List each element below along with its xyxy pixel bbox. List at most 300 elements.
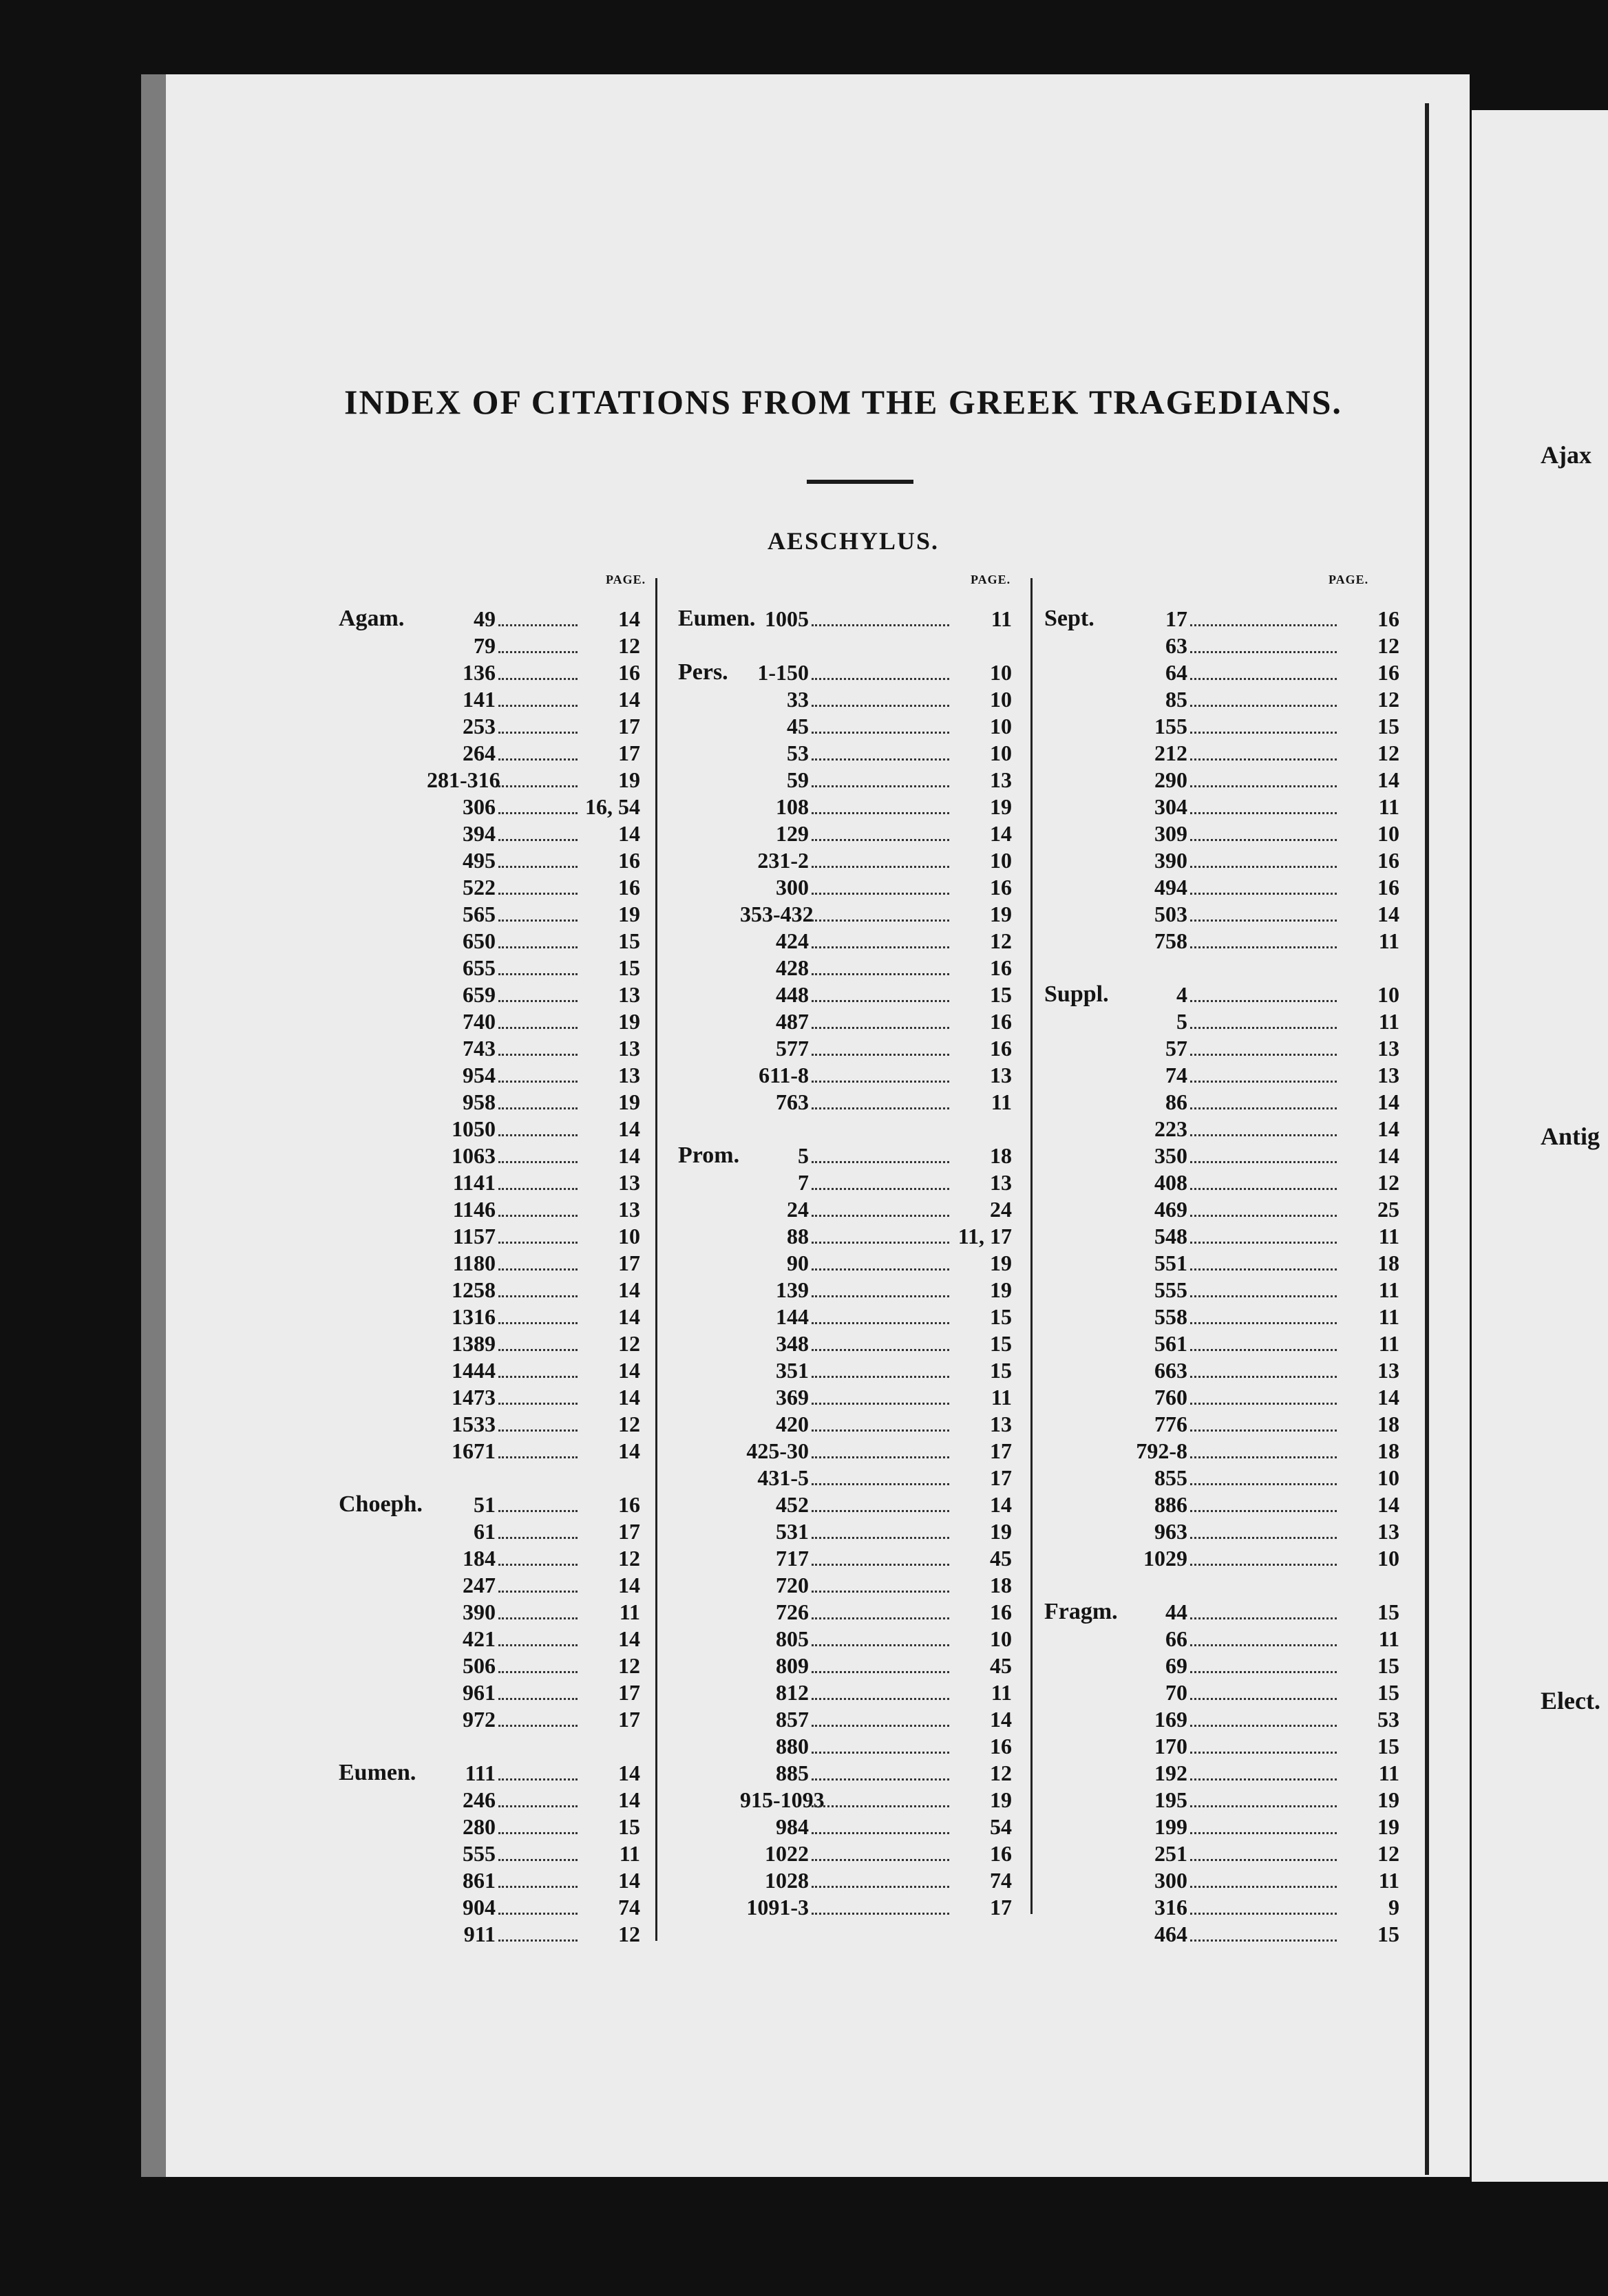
page-number: 15 xyxy=(990,1331,1012,1356)
page-number: 16 xyxy=(1377,606,1399,631)
citation-row xyxy=(1119,1035,1399,1062)
page-number: 16 xyxy=(618,1492,640,1517)
title-rule xyxy=(807,480,913,484)
page-number: 17 xyxy=(618,741,640,765)
line-reference: 1-150 xyxy=(757,660,809,685)
citation-row xyxy=(740,1733,1012,1760)
page-number: 15 xyxy=(1377,1734,1399,1758)
page-number: 14 xyxy=(990,821,1012,846)
citation-row xyxy=(427,1626,640,1652)
dot-leader xyxy=(812,839,949,841)
line-reference: 169 xyxy=(1154,1707,1187,1732)
line-reference: 251 xyxy=(1154,1841,1187,1866)
page-number: 15 xyxy=(618,1814,640,1839)
citation-row xyxy=(427,981,640,1008)
page-number: 13 xyxy=(618,1170,640,1195)
line-reference: 184 xyxy=(463,1546,496,1571)
dot-leader xyxy=(1190,866,1337,868)
line-reference: 300 xyxy=(1154,1868,1187,1893)
dot-leader xyxy=(812,732,949,734)
page-number: 13 xyxy=(990,1412,1012,1436)
citation-row xyxy=(740,1787,1012,1814)
dot-leader xyxy=(812,1698,949,1700)
dot-leader xyxy=(812,1295,949,1297)
line-reference: 141 xyxy=(463,687,496,712)
page-number: 14 xyxy=(1377,1116,1399,1141)
citation-row xyxy=(427,767,640,794)
page-number: 17 xyxy=(618,1707,640,1732)
page-number: 12 xyxy=(1377,741,1399,765)
page-number: 17 xyxy=(990,1438,1012,1463)
line-reference: 231-2 xyxy=(757,848,809,873)
citation-row xyxy=(427,794,640,820)
dot-leader xyxy=(1190,651,1337,653)
citation-row xyxy=(427,1035,640,1062)
citation-row xyxy=(740,1357,1012,1384)
citation-row xyxy=(1119,901,1399,928)
dot-leader xyxy=(498,866,578,868)
page-number: 16 xyxy=(990,1599,1012,1624)
citation-row xyxy=(1119,1357,1399,1384)
dot-leader xyxy=(1190,1268,1337,1271)
page-number: 16 xyxy=(1377,660,1399,685)
line-reference: 316 xyxy=(1154,1895,1187,1920)
dot-leader xyxy=(498,839,578,841)
citation-row xyxy=(427,1062,640,1089)
page-number: 18 xyxy=(1377,1438,1399,1463)
dot-leader xyxy=(812,1161,949,1163)
line-reference: 1180 xyxy=(452,1251,496,1275)
page-number: 18 xyxy=(990,1143,1012,1168)
page-number: 13 xyxy=(618,1197,640,1222)
page-number: 15 xyxy=(618,955,640,980)
citation-row xyxy=(427,1572,640,1599)
citation-row xyxy=(740,1089,1012,1116)
page-number: 16 xyxy=(618,848,640,873)
citation-row xyxy=(427,1545,640,1572)
dot-leader xyxy=(1190,1913,1337,1915)
page-number: 12 xyxy=(618,1546,640,1571)
dot-leader xyxy=(498,1564,578,1566)
citation-row xyxy=(740,901,1012,928)
page-number: 12 xyxy=(618,1653,640,1678)
citation-row xyxy=(740,740,1012,767)
dot-leader xyxy=(498,1349,578,1351)
line-reference: 17 xyxy=(1165,606,1187,631)
dot-leader xyxy=(812,624,949,626)
page-number: 10 xyxy=(990,660,1012,685)
column-divider xyxy=(655,578,657,1941)
line-reference: 139 xyxy=(776,1277,809,1302)
dot-leader xyxy=(498,1617,578,1619)
page-number: 9 xyxy=(1388,1895,1399,1920)
dot-leader xyxy=(812,946,949,948)
line-reference: 33 xyxy=(787,687,809,712)
line-reference: 195 xyxy=(1154,1787,1187,1812)
dot-leader xyxy=(498,1376,578,1378)
dot-leader xyxy=(1190,732,1337,734)
line-reference: 57 xyxy=(1165,1036,1187,1061)
citation-row xyxy=(427,1196,640,1223)
line-reference: 911 xyxy=(463,1922,496,1946)
page-number: 45 xyxy=(990,1653,1012,1678)
page-number: 12 xyxy=(1377,687,1399,712)
dot-leader xyxy=(1190,1698,1337,1700)
dot-leader xyxy=(498,1242,578,1244)
line-reference: 558 xyxy=(1154,1304,1187,1329)
citation-row xyxy=(427,1599,640,1626)
citation-row xyxy=(427,1223,640,1250)
line-reference: 69 xyxy=(1165,1653,1187,1678)
citation-row xyxy=(1119,1116,1399,1142)
line-reference: 425-30 xyxy=(746,1438,809,1463)
page-number: 14 xyxy=(1377,902,1399,926)
page-number: 11 xyxy=(1378,794,1399,819)
line-reference: 66 xyxy=(1165,1626,1187,1651)
dot-leader xyxy=(1190,1537,1337,1539)
dot-leader xyxy=(498,732,578,734)
citation-row xyxy=(427,1814,640,1840)
dot-leader xyxy=(812,1429,949,1432)
citation-row xyxy=(427,1304,640,1330)
page-number: 53 xyxy=(1377,1707,1399,1732)
citation-row xyxy=(740,1330,1012,1357)
line-reference: 812 xyxy=(776,1680,809,1705)
line-reference: 963 xyxy=(1154,1519,1187,1544)
citation-row xyxy=(740,847,1012,874)
page-number: 14 xyxy=(618,1116,640,1141)
citation-row xyxy=(740,1277,1012,1304)
line-reference: 51 xyxy=(474,1492,496,1517)
dot-leader xyxy=(498,1134,578,1136)
dot-leader xyxy=(498,812,578,814)
citation-row xyxy=(1119,847,1399,874)
dot-leader xyxy=(1190,893,1337,895)
page-number: 14 xyxy=(618,1626,640,1651)
citation-row xyxy=(1119,1706,1399,1733)
citation-row xyxy=(427,1652,640,1679)
dot-leader xyxy=(1190,1134,1337,1136)
page-number: 14 xyxy=(618,1358,640,1383)
line-reference: 350 xyxy=(1154,1143,1187,1168)
page-number: 19 xyxy=(990,1519,1012,1544)
page-number: 10 xyxy=(1377,821,1399,846)
citation-row xyxy=(1119,928,1399,955)
page-number: 45 xyxy=(990,1546,1012,1571)
citation-row xyxy=(740,1706,1012,1733)
citation-row xyxy=(740,1599,1012,1626)
dot-leader xyxy=(498,1591,578,1593)
page-number: 14 xyxy=(1377,1089,1399,1114)
page-number: 15 xyxy=(618,928,640,953)
page-number: 17 xyxy=(990,1895,1012,1920)
dot-leader xyxy=(812,1322,949,1324)
line-reference: 309 xyxy=(1154,821,1187,846)
page-number: 14 xyxy=(618,1573,640,1597)
citation-row xyxy=(427,1679,640,1706)
citation-row xyxy=(427,1438,640,1465)
dot-leader xyxy=(498,1778,578,1781)
citation-row xyxy=(740,767,1012,794)
line-reference: 972 xyxy=(463,1707,496,1732)
citation-row xyxy=(740,1035,1012,1062)
dot-leader xyxy=(498,1698,578,1700)
line-reference: 7 xyxy=(798,1170,809,1195)
dot-leader xyxy=(812,705,949,707)
line-reference: 1473 xyxy=(452,1385,496,1410)
dot-leader xyxy=(1190,1081,1337,1083)
citation-row xyxy=(427,1867,640,1894)
dot-leader xyxy=(1190,1886,1337,1888)
line-reference: 1091-3 xyxy=(746,1895,809,1920)
dot-leader xyxy=(1190,705,1337,707)
dot-leader xyxy=(812,1483,949,1485)
dot-leader xyxy=(812,1349,949,1351)
line-reference: 611-8 xyxy=(759,1063,809,1087)
dot-leader xyxy=(812,812,949,814)
line-reference: 1146 xyxy=(452,1197,496,1222)
line-reference: 63 xyxy=(1165,633,1187,658)
dot-leader xyxy=(498,1322,578,1324)
line-reference: 390 xyxy=(1154,848,1187,873)
citation-row xyxy=(740,1814,1012,1840)
citation-row xyxy=(427,1250,640,1277)
play-label: Agam. xyxy=(339,606,405,631)
line-reference: 5 xyxy=(1176,1009,1187,1034)
dot-leader xyxy=(1190,785,1337,787)
dot-leader xyxy=(498,651,578,653)
line-reference: 5 xyxy=(798,1143,809,1168)
dot-leader xyxy=(812,1805,949,1807)
line-reference: 726 xyxy=(776,1599,809,1624)
citation-row xyxy=(740,928,1012,955)
page-number: 19 xyxy=(618,1009,640,1034)
citation-row xyxy=(1119,981,1399,1008)
line-reference: 306 xyxy=(463,794,496,819)
dot-leader xyxy=(812,866,949,868)
dot-leader xyxy=(812,1752,949,1754)
line-reference: 885 xyxy=(776,1761,809,1785)
dot-leader xyxy=(812,920,949,922)
page-number: 12 xyxy=(618,633,640,658)
dot-leader xyxy=(1190,1027,1337,1029)
line-reference: 469 xyxy=(1154,1197,1187,1222)
page-number: 12 xyxy=(618,1331,640,1356)
line-reference: 776 xyxy=(1154,1412,1187,1436)
line-reference: 247 xyxy=(463,1573,496,1597)
citation-row xyxy=(427,633,640,659)
citation-row xyxy=(740,1223,1012,1250)
line-reference: 855 xyxy=(1154,1465,1187,1490)
line-reference: 136 xyxy=(463,660,496,685)
dot-leader xyxy=(1190,1161,1337,1163)
line-reference: 351 xyxy=(776,1358,809,1383)
citation-row xyxy=(1119,1733,1399,1760)
page-number: 13 xyxy=(618,1063,640,1087)
dot-leader xyxy=(1190,1510,1337,1512)
citation-row xyxy=(427,1142,640,1169)
dot-leader xyxy=(498,946,578,948)
line-reference: 857 xyxy=(776,1707,809,1732)
line-reference: 659 xyxy=(463,982,496,1007)
line-reference: 88 xyxy=(787,1224,809,1248)
page-number: 13 xyxy=(618,982,640,1007)
page-number: 18 xyxy=(1377,1412,1399,1436)
dot-leader xyxy=(498,1939,578,1942)
citation-row xyxy=(427,1089,640,1116)
citation-row xyxy=(1119,1169,1399,1196)
column-divider xyxy=(1030,578,1033,1914)
citation-row xyxy=(427,659,640,686)
dot-leader xyxy=(1190,920,1337,922)
citation-row xyxy=(740,1518,1012,1545)
page-number: 10 xyxy=(1377,1546,1399,1571)
dot-leader xyxy=(498,1456,578,1458)
dot-leader xyxy=(498,1805,578,1807)
page-number: 18 xyxy=(1377,1251,1399,1275)
page-number: 10 xyxy=(1377,982,1399,1007)
page-number: 13 xyxy=(1377,1036,1399,1061)
dot-leader xyxy=(812,893,949,895)
play-label: Pers. xyxy=(678,659,728,685)
dot-leader xyxy=(812,1671,949,1673)
page-number: 16 xyxy=(618,875,640,900)
citation-row xyxy=(1119,1250,1399,1277)
citation-row xyxy=(740,606,1012,633)
line-reference: 915-1093 xyxy=(740,1787,825,1812)
citation-row xyxy=(740,1008,1012,1035)
line-reference: 86 xyxy=(1165,1089,1187,1114)
page-number: 25 xyxy=(1377,1197,1399,1222)
citation-row xyxy=(740,686,1012,713)
dot-leader xyxy=(812,973,949,975)
citation-row xyxy=(1119,1304,1399,1330)
page-number: 74 xyxy=(990,1868,1012,1893)
line-reference: 246 xyxy=(463,1787,496,1812)
dot-leader xyxy=(498,1644,578,1646)
dot-leader xyxy=(812,1859,949,1861)
line-reference: 108 xyxy=(776,794,809,819)
citation-row xyxy=(740,659,1012,686)
play-label: Fragm. xyxy=(1044,1599,1118,1624)
citation-row xyxy=(427,1330,640,1357)
dot-leader xyxy=(498,624,578,626)
line-reference: 290 xyxy=(1154,767,1187,792)
line-reference: 74 xyxy=(1165,1063,1187,1087)
page-number: 17 xyxy=(990,1465,1012,1490)
page-number: 13 xyxy=(990,1063,1012,1087)
citation-row xyxy=(427,874,640,901)
page-number: 16 xyxy=(990,875,1012,900)
dot-leader xyxy=(498,1403,578,1405)
page-number: 14 xyxy=(618,1385,640,1410)
dot-leader xyxy=(1190,1644,1337,1646)
citation-row xyxy=(1119,1491,1399,1518)
line-reference: 64 xyxy=(1165,660,1187,685)
page-number: 12 xyxy=(618,1922,640,1946)
citation-row xyxy=(1119,1142,1399,1169)
facing-page xyxy=(1472,110,1608,2182)
page-number: 11, 17 xyxy=(958,1224,1012,1248)
page-number: 12 xyxy=(1377,1170,1399,1195)
line-reference: 495 xyxy=(463,848,496,873)
line-reference: 743 xyxy=(463,1036,496,1061)
dot-leader xyxy=(812,1591,949,1593)
page-number: 10 xyxy=(990,741,1012,765)
dot-leader xyxy=(1190,946,1337,948)
dot-leader xyxy=(812,1537,949,1539)
line-reference: 809 xyxy=(776,1653,809,1678)
line-reference: 253 xyxy=(463,714,496,738)
citation-row xyxy=(1119,1089,1399,1116)
page-number: 13 xyxy=(1377,1358,1399,1383)
line-reference: 53 xyxy=(787,741,809,765)
line-reference: 111 xyxy=(465,1761,496,1785)
dot-leader xyxy=(498,1027,578,1029)
page-number: 11 xyxy=(991,1089,1012,1114)
citation-row xyxy=(427,1787,640,1814)
page-number: 14 xyxy=(1377,1143,1399,1168)
line-reference: 420 xyxy=(776,1412,809,1436)
dot-leader xyxy=(498,1107,578,1109)
line-reference: 4 xyxy=(1176,982,1187,1007)
dot-leader xyxy=(812,1510,949,1512)
citation-row xyxy=(427,1894,640,1921)
page-number: 11 xyxy=(991,1385,1012,1410)
page-number: 19 xyxy=(990,1251,1012,1275)
page-number: 17 xyxy=(618,1251,640,1275)
citation-row xyxy=(740,955,1012,981)
line-reference: 79 xyxy=(474,633,496,658)
citation-row xyxy=(740,1250,1012,1277)
line-reference: 85 xyxy=(1165,687,1187,712)
dot-leader xyxy=(1190,1456,1337,1458)
citation-row xyxy=(740,1867,1012,1894)
line-reference: 421 xyxy=(463,1626,496,1651)
line-reference: 452 xyxy=(776,1492,809,1517)
dot-leader xyxy=(812,1242,949,1244)
dot-leader xyxy=(812,1617,949,1619)
line-reference: 740 xyxy=(463,1009,496,1034)
dot-leader xyxy=(1190,1671,1337,1673)
page-number: 14 xyxy=(990,1707,1012,1732)
line-reference: 758 xyxy=(1154,928,1187,953)
dot-leader xyxy=(1190,1107,1337,1109)
page-number: 11 xyxy=(1378,1304,1399,1329)
line-reference: 1141 xyxy=(452,1170,496,1195)
page-number: 15 xyxy=(1377,1680,1399,1705)
page-edge xyxy=(141,74,166,2177)
line-reference: 59 xyxy=(787,767,809,792)
page-number: 19 xyxy=(990,794,1012,819)
citation-row xyxy=(1119,633,1399,659)
citation-row xyxy=(740,1545,1012,1572)
citation-row xyxy=(740,1626,1012,1652)
play-label: Sept. xyxy=(1044,606,1094,631)
page-number: 16 xyxy=(990,1841,1012,1866)
page-number: 14 xyxy=(618,1143,640,1168)
citation-row xyxy=(427,1518,640,1545)
citation-row xyxy=(1119,1518,1399,1545)
line-reference: 1389 xyxy=(452,1331,496,1356)
page-number: 14 xyxy=(618,1868,640,1893)
page-number: 13 xyxy=(1377,1519,1399,1544)
dot-leader xyxy=(498,1188,578,1190)
citation-row xyxy=(740,1465,1012,1491)
citation-row xyxy=(427,606,640,633)
facing-page-label-ajax: Ajax xyxy=(1541,441,1591,469)
line-reference: 792-8 xyxy=(1136,1438,1187,1463)
